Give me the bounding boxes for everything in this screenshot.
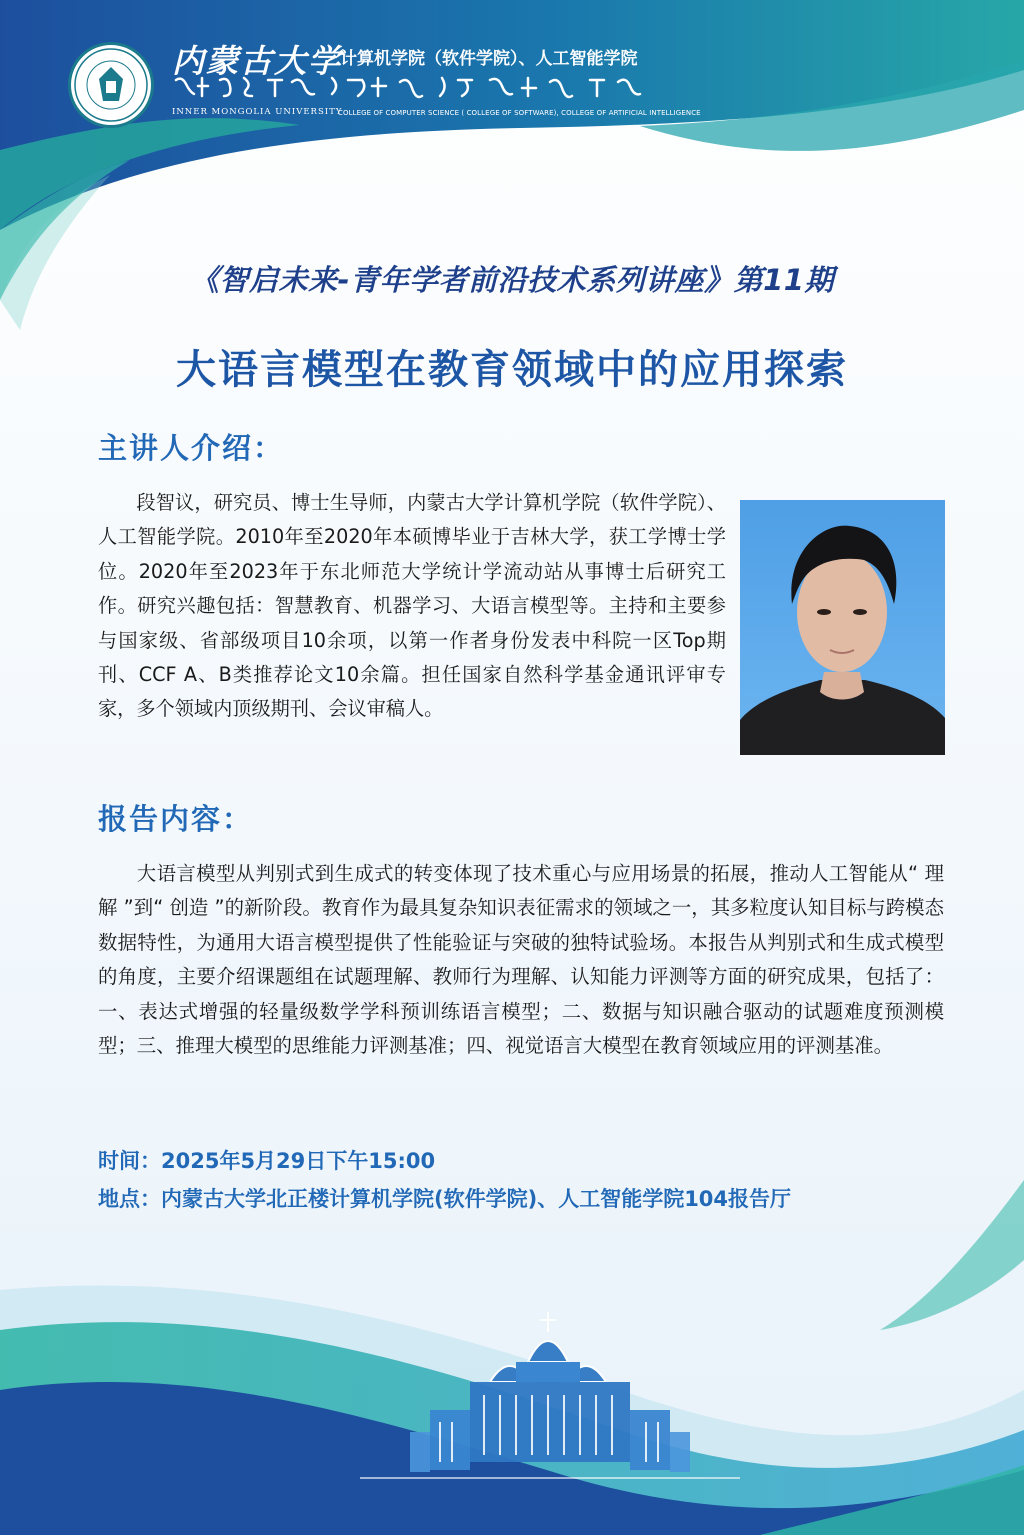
university-name-en: INNER MONGOLIA UNIVERSITY xyxy=(172,107,343,117)
speaker-bio: 段智议，研究员、博士生导师，内蒙古大学计算机学院（软件学院）、人工智能学院。2010年至2020年本硕博毕业于吉林大学，获工学博士学位。2020年至2023年于东北师范大学统计学流动站从事博士后研究工作。研究兴趣包括：智慧教育、机器学习、大语言模型等。主持和主要参与国家级、省部级项目10余项，以第一作者身份发表中科院一区Top期刊、CCF A、B类推荐论文10余篇。担任国家自然科学基金通讯评审专家，多个领域内顶级期刊、会议审稿人。 xyxy=(98,491,726,721)
speaker-photo xyxy=(740,500,945,755)
report-content: 大语言模型从判别式到生成式的转变体现了技术重心与应用场景的拓展，推动人工智能从“ 理解 ”到“ 创造 ”的新阶段。教育作为最具复杂知识表征需求的领域之一，其多粒度认知目标与跨模态数据特性，为通用大语言模型提供了性能验证与突破的独特试验场。本报告从判别式和生成式模型的角度，主要介绍课题组在试题理解、教师行为理解、认知能力评测等方面的研究成果，包括了：一、表达式增强的轻量级数学学科预训练语言模型；二、数据与知识融合驱动的试题难度预测模型；三、推理大模型的思维能力评测基准；四、视觉语言大模型在教育领域应用的评测基准。 xyxy=(98,862,944,1058)
event-location: 地点：内蒙古大学北正楼计算机学院(软件学院)、人工智能学院104报告厅 xyxy=(98,1187,792,1211)
university-name-cn: 内蒙古大学 xyxy=(172,42,343,80)
series-title: 《智启未来-青年学者前沿技术系列讲座》第11期 xyxy=(190,263,834,297)
lecture-title: 大语言模型在教育领域中的应用探索 xyxy=(176,347,848,393)
college-name-cn: 计算机学院（软件学院）、人工智能学院 xyxy=(340,49,638,69)
event-time: 时间：2025年5月29日下午15:00 xyxy=(98,1149,436,1173)
report-section-title: 报告内容： xyxy=(98,802,254,836)
college-name-en: COLLEGE OF COMPUTER SCIENCE ( COLLEGE OF SOFTWARE), COLLEGE OF ARTIFICIAL INTELLIGENCE xyxy=(338,109,701,117)
header xyxy=(0,0,1024,140)
seal-icon xyxy=(71,45,151,125)
mongolian-script-logotype xyxy=(172,74,652,100)
speaker-section-title: 主讲人介绍： xyxy=(98,431,285,465)
university-building-illustration xyxy=(0,1250,1024,1535)
speaker-portrait-image xyxy=(740,500,945,755)
university-seal-logo xyxy=(68,42,154,128)
